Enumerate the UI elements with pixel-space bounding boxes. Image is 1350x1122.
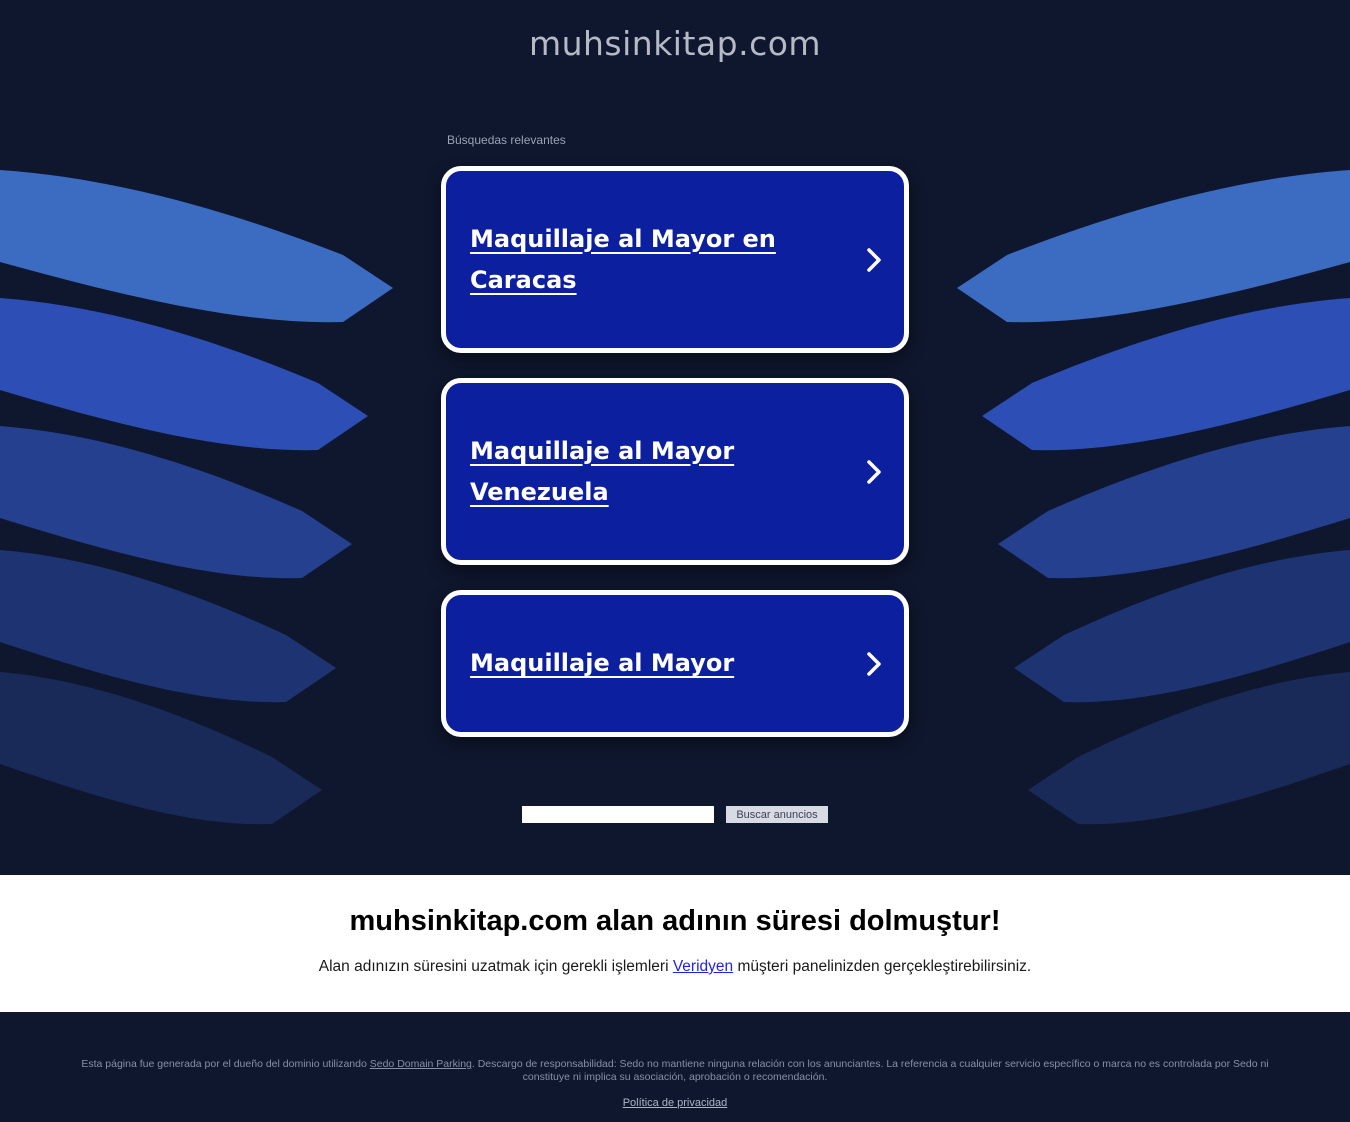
expired-heading: muhsinkitap.com alan adının süresi dolmuştur! xyxy=(349,905,1001,937)
chevron-right-icon xyxy=(866,650,882,678)
related-link-card-3[interactable] xyxy=(441,590,909,737)
expired-body xyxy=(0,958,1350,976)
chevron-right-icon xyxy=(866,458,882,486)
privacy-policy-link[interactable]: Política de privacidad xyxy=(622,1097,728,1109)
veridyen-link[interactable]: Veridyen xyxy=(672,958,734,975)
wave-decoration-left xyxy=(0,150,400,870)
sedo-domain-parking-link[interactable]: Sedo Domain Parking xyxy=(369,1058,472,1070)
footer-section xyxy=(0,1012,1350,1122)
page-title: muhsinkitap.com xyxy=(528,24,822,63)
related-link-label: Maquillaje al Mayor Venezuela xyxy=(470,436,735,506)
search-ads-button[interactable]: Buscar anuncios xyxy=(726,806,827,823)
ad-search-form xyxy=(0,806,1350,823)
disclaimer-text: . Descargo de responsabilidad: Sedo no mantiene ninguna relación con los anunciantes. La referencia a cualquier servicio específico o marca no es controlada por Sedo ni constituye ni implica su asociación, aprobación o recomendación. xyxy=(471,1058,1269,1083)
sedo-disclaimer xyxy=(78,1012,1273,1084)
chevron-right-icon xyxy=(866,246,882,274)
related-link-label: Maquillaje al Mayor en Caracas xyxy=(470,224,776,294)
related-link-label: Maquillaje al Mayor xyxy=(470,649,735,677)
expired-body-text: Alan adınızın süresini uzatmak için gerekli işlemleri xyxy=(318,958,673,975)
disclaimer-text: Esta página fue generada por el dueño del dominio utilizando xyxy=(81,1058,370,1070)
related-link-card-1[interactable] xyxy=(441,166,909,353)
search-input[interactable] xyxy=(522,806,714,823)
privacy-row xyxy=(0,1097,1350,1109)
expired-notice-section xyxy=(0,875,1350,1012)
wave-decoration-right xyxy=(950,150,1350,870)
related-link-card-2[interactable] xyxy=(441,378,909,565)
expired-body-text: müşteri panelinizden gerçekleştirebilirsiniz. xyxy=(733,958,1032,975)
related-searches-label: Búsquedas relevantes xyxy=(447,133,566,147)
